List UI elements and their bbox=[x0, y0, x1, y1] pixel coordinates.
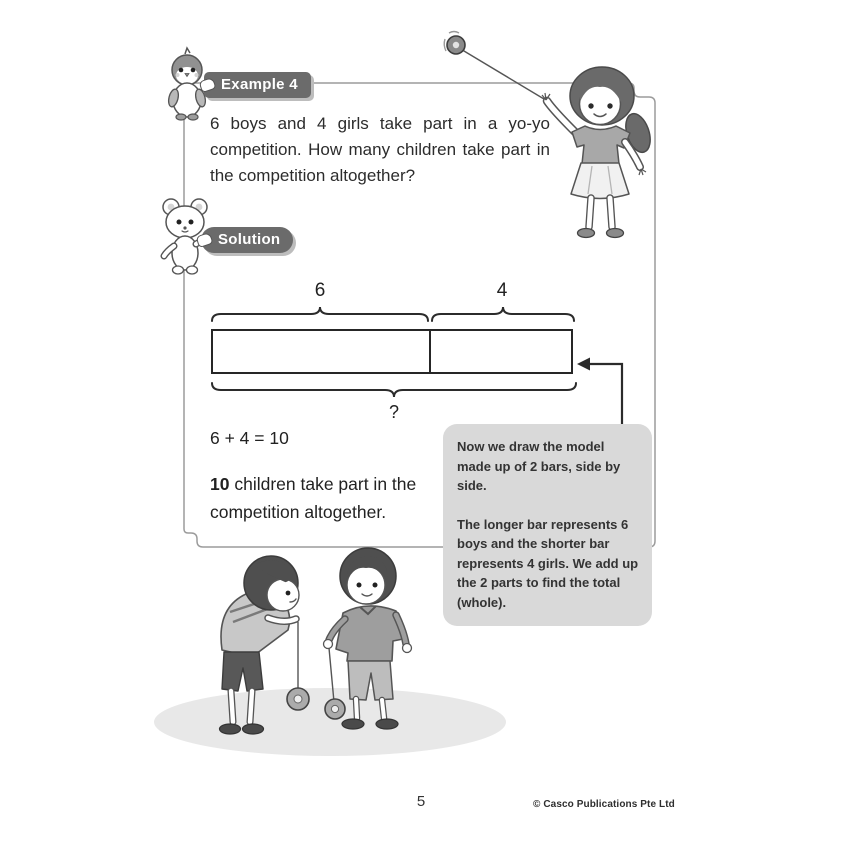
copyright-text: © Casco Publications Pte Ltd bbox=[533, 799, 675, 810]
solution-badge-label: Solution bbox=[218, 231, 281, 248]
solution-badge bbox=[201, 227, 293, 253]
girl-playing-yoyo-illustration bbox=[435, 22, 660, 250]
bar-model-total-label: ? bbox=[388, 402, 399, 422]
answer-number: 10 bbox=[210, 474, 230, 494]
bar-model-part2-label: 4 bbox=[496, 280, 508, 301]
brace-part2 bbox=[432, 307, 574, 321]
page-number: 5 bbox=[416, 793, 426, 810]
boys-playing-yoyo-illustration bbox=[140, 535, 525, 775]
answer-text: children take part in the competition altogether. bbox=[210, 474, 417, 522]
bar-model-part1-label: 6 bbox=[314, 280, 326, 301]
bar-model-part2 bbox=[431, 331, 571, 372]
bar-model bbox=[211, 329, 573, 374]
brace-total bbox=[212, 383, 576, 397]
bar-model-part1 bbox=[213, 331, 431, 372]
problem-text: 6 boys and 4 girls take part in a yo-yo competition. How many children take part in the competition altogether? bbox=[210, 114, 550, 185]
example-badge-label: Example 4 bbox=[221, 76, 298, 93]
answer-sentence bbox=[210, 471, 460, 526]
brace-part1 bbox=[212, 307, 428, 321]
arrow-to-bar bbox=[577, 358, 622, 427]
callout-paragraph-1: Now we draw the model made up of 2 bars, side by side. bbox=[457, 439, 621, 493]
equation: 6 + 4 = 10 bbox=[210, 428, 289, 448]
example-badge bbox=[204, 72, 311, 98]
callout-paragraph-2: The longer bar represents 6 boys and the shorter bar represents 4 girls. We add up the 2 parts to find the total (whole). bbox=[457, 516, 639, 610]
